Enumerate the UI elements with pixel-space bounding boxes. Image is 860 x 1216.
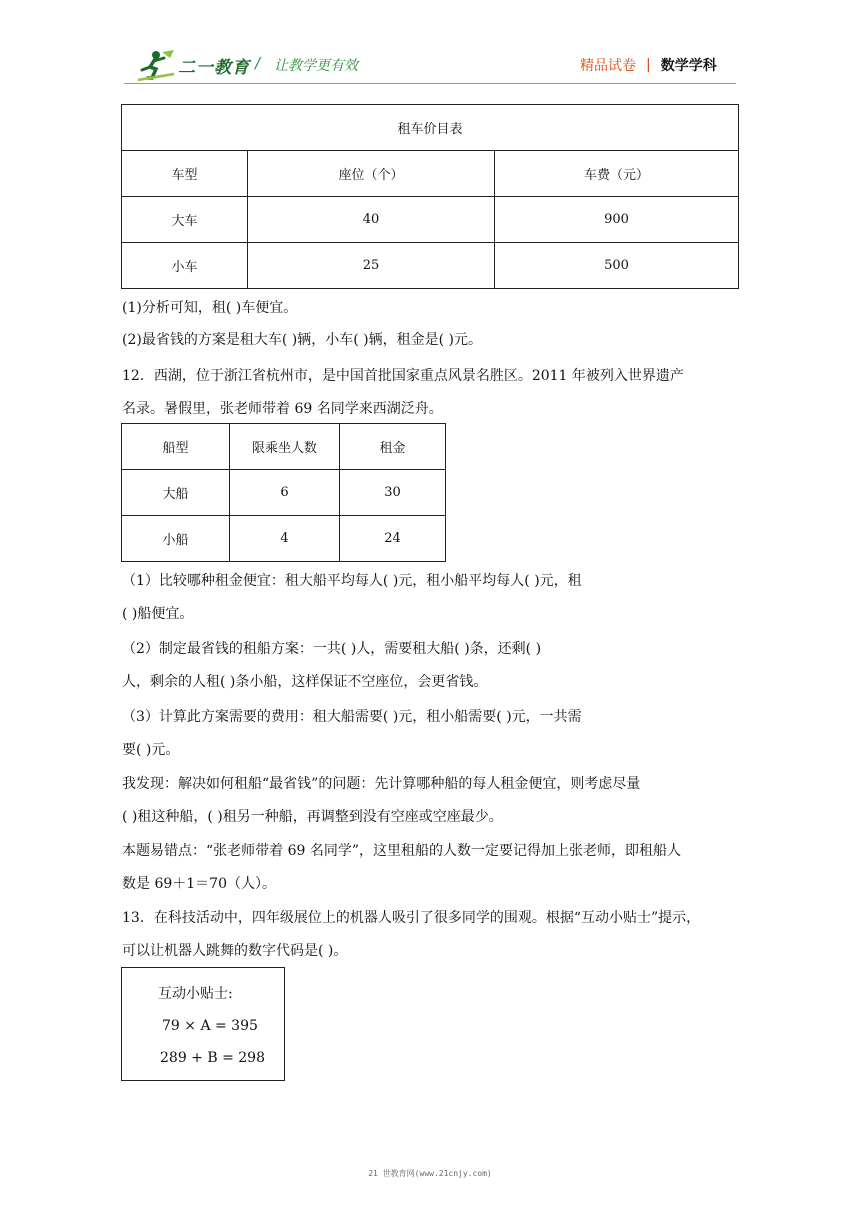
table-cell: 小船 bbox=[122, 516, 230, 562]
logo bbox=[136, 48, 250, 82]
boat-table-header: 船型 bbox=[122, 424, 230, 470]
header-subject: 数学学科 bbox=[660, 58, 717, 74]
car-table-header: 车费（元） bbox=[495, 151, 739, 197]
q12-step1-line2: ( )船便宜。 bbox=[122, 606, 194, 622]
car-table-header: 车型 bbox=[122, 151, 248, 197]
header-right bbox=[580, 55, 717, 75]
boat-table-header: 租金 bbox=[340, 424, 446, 470]
header-tag: 精品试卷 bbox=[580, 58, 636, 74]
q12-step2-line2: 人，剩余的人租( )条小船，这样保证不空座位，会更省钱。 bbox=[122, 674, 488, 690]
q12-step3-line2: 要( )元。 bbox=[122, 742, 180, 758]
car-table-title: 租车价目表 bbox=[122, 105, 739, 151]
car-price-table bbox=[121, 104, 739, 289]
slogan: 让教学更有效 bbox=[274, 58, 358, 74]
slogan-separator: / bbox=[255, 54, 261, 72]
q12-intro-line1: 12．西湖，位于浙江省杭州市，是中国首批国家重点风景名胜区。2011 年被列入世界遗产 bbox=[122, 368, 684, 384]
table-cell: 25 bbox=[248, 243, 495, 289]
q12-finding-line1: 我发现：解决如何租船“最省钱”的问题：先计算哪种船的每人租金便宜，则考虑尽量 bbox=[122, 776, 641, 792]
q11-part2: (2)最省钱的方案是租大车( )辆，小车( )辆，租金是( )元。 bbox=[122, 332, 482, 348]
header-rule bbox=[124, 83, 736, 84]
q12-note-line2: 数是 69＋1＝70（人）。 bbox=[122, 876, 276, 892]
table-row bbox=[122, 516, 446, 562]
q12-note-line1: 本题易错点：“张老师带着 69 名同学”，这里租船的人数一定要记得加上张老师，即租船人 bbox=[122, 843, 682, 859]
tip-box bbox=[121, 967, 285, 1081]
page-header bbox=[0, 0, 860, 96]
q12-step2-line1: （2）制定最省钱的租船方案：一共( )人，需要租大船( )条，还剩( ) bbox=[122, 641, 542, 657]
tip-title: 互动小贴士: bbox=[158, 986, 233, 1002]
table-row bbox=[122, 470, 446, 516]
q13-text-line2: 可以让机器人跳舞的数字代码是( )。 bbox=[122, 943, 348, 959]
boat-table-header: 限乘坐人数 bbox=[230, 424, 340, 470]
q12-step1-line1: （1）比较哪种租金便宜：租大船平均每人( )元，租小船平均每人( )元，租 bbox=[122, 573, 582, 589]
tip-equation: 289 + B = 298 bbox=[160, 1050, 265, 1066]
runner-logo-icon bbox=[136, 48, 176, 82]
q12-intro-line2: 名录。暑假里，张老师带着 69 名同学来西湖泛舟。 bbox=[122, 401, 443, 417]
table-row bbox=[122, 197, 739, 243]
table-cell: 大船 bbox=[122, 470, 230, 516]
table-cell: 500 bbox=[495, 243, 739, 289]
table-cell: 4 bbox=[230, 516, 340, 562]
q11-part1: (1)分析可知，租( )车便宜。 bbox=[122, 300, 298, 316]
car-table-header: 座位（个） bbox=[248, 151, 495, 197]
q13-text-line1: 13．在科技活动中，四年级展位上的机器人吸引了很多同学的围观。根据“互动小贴士”提示， bbox=[122, 910, 701, 926]
boat-rental-table bbox=[121, 423, 446, 562]
table-cell: 900 bbox=[495, 197, 739, 243]
q12-step3-line1: （3）计算此方案需要的费用：租大船需要( )元，租小船需要( )元，一共需 bbox=[122, 709, 582, 725]
table-cell: 24 bbox=[340, 516, 446, 562]
table-cell: 大车 bbox=[122, 197, 248, 243]
tip-equation: 79 × A = 395 bbox=[162, 1018, 258, 1034]
logo-text: 二一教育 bbox=[178, 57, 250, 78]
page-footer: 21 世教育网(www.21cnjy.com) bbox=[368, 1169, 492, 1178]
q12-finding-line2: ( )租这种船，( )租另一种船，再调整到没有空座或空座最少。 bbox=[122, 809, 503, 825]
table-cell: 6 bbox=[230, 470, 340, 516]
header-divider: | bbox=[646, 57, 651, 73]
table-cell: 小车 bbox=[122, 243, 248, 289]
table-row bbox=[122, 243, 739, 289]
table-cell: 40 bbox=[248, 197, 495, 243]
table-cell: 30 bbox=[340, 470, 446, 516]
